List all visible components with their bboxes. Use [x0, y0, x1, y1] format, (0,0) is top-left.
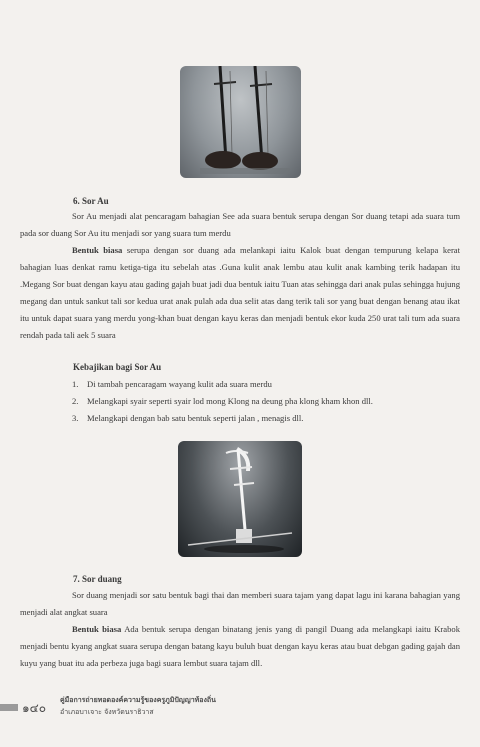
sor-duang-intro: Sor duang menjadi sor satu bentuk bagi thai dan memberi suara tajam yang dapat lagu ini karana bahagian yang menjadi alat angkat suara [20, 590, 460, 617]
bentuk-biasa-text: serupa dengan sor duang ada melankapi iaitu Kalok buat dengan tempurung kelapa kerat bahagian luas denkat ramu ketiga-tiga itu sebelah atas .Guna kulit anak lembu atau kulit anak kambing terik hadapan itu .Megang Sor buat dengan kayu atau gading gajah buat jadi dua bentuk iaitu Tuan atas sehingga dari anak pulas sehingga hujung megang dan untuk sankut tali sor kedua urat anak pulah ada dua selit atas dang terik tali sor yang buat dengan benang atau ikat itu untuk dapat suara yang merdu yong-khan buat dengan kayu keras dan menjadi bentuk ekor kuda 250 urat tali tum ada suara rendah pada tali aek 5 suara [20, 245, 461, 340]
bentuk-biasa-label: Bentuk biasa [72, 245, 123, 255]
sor-au-description [20, 242, 460, 344]
page-footer [0, 693, 300, 723]
sor-au-photo [180, 66, 301, 178]
sor-duang-body [20, 587, 460, 672]
sor-au-body [20, 208, 460, 344]
list-item: 1. Di tambah pencaragam wayang kulit ada suara merdu [72, 379, 272, 389]
footer-bar [0, 704, 18, 711]
bentuk-biasa-label: Bentuk biasa [72, 624, 122, 634]
bentuk-biasa-text: Ada bentuk serupa dengan binatang jenis yang di pangil Duang ada melangkapi iaitu Krabok menjadi bentu kyang angkat suara serupa dengan batang kayu buluh buat dengan kayu keras atau buat debgan gading gajah dan kuyu yang buat itu ada perbeza juga bagi suara lembut suara tajam dll. [20, 624, 461, 668]
list-item: 2. Melangkapi syair seperti syair lod mong Klong na deung pha klong kham khon dll. [72, 396, 373, 406]
section-heading-sor-duang: 7. Sor duang [73, 574, 122, 584]
sor-duang-illustration [178, 441, 302, 557]
section-heading-sor-au: 6. Sor Au [73, 196, 109, 206]
footer-subtitle: อำเภอบาเจาะ จังหวัดนราธิวาส [60, 708, 154, 716]
subheading-kebajikan: Kebajikan bagi Sor Au [73, 362, 162, 372]
sor-duang-photo [178, 441, 302, 557]
footer-title: คู่มือการถ่ายทอดองค์ความรู้ของครูภูมิปัญญาท้องถิ่น [60, 696, 216, 704]
kebajikan-list [72, 376, 452, 427]
sor-duang-description [20, 621, 460, 672]
sor-au-illustration [180, 66, 301, 178]
sor-au-intro: Sor Au menjadi alat pencaragam bahagian See ada suara bentuk serupa dengan Sor duang tetapi ada suara tum pada sor duang Sor Au itu menjadi sor yang suara tum merdu [20, 211, 460, 238]
page-number: ๑๔๐ [22, 701, 47, 715]
list-item: 3. Melangkapi dengan bab satu bentuk seperti jalan , menagis dll. [72, 413, 304, 423]
